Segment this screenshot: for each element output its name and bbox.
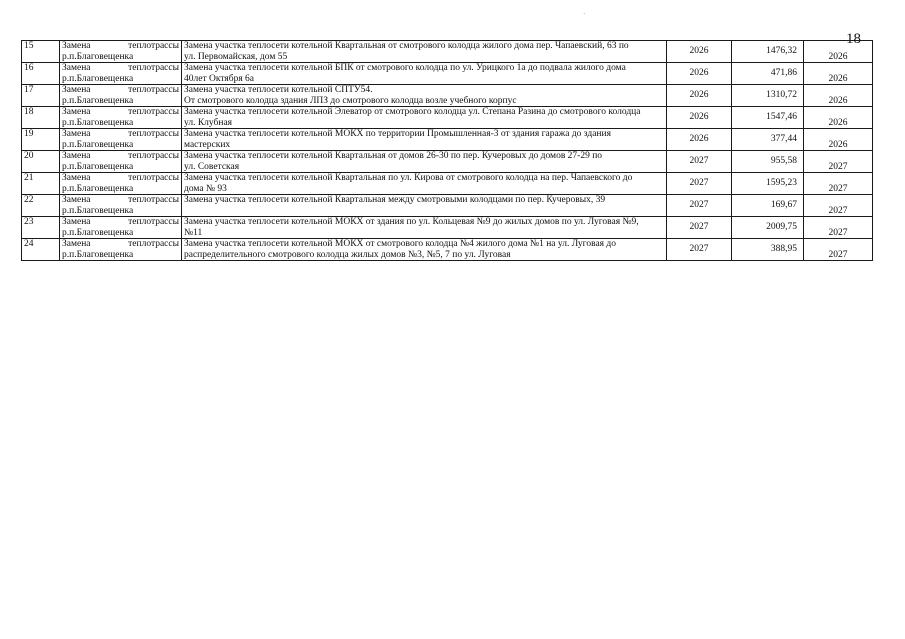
work-name-place: р.п.Благовещенка xyxy=(62,183,134,194)
table-row xyxy=(22,85,873,107)
row-number: 15 xyxy=(24,41,34,51)
end-year: 2026 xyxy=(828,51,848,62)
work-name-word2: теплотрассы xyxy=(128,173,179,183)
start-year: 2027 xyxy=(689,222,709,233)
amount-cell xyxy=(732,173,804,195)
row-number-cell xyxy=(22,217,60,239)
start-year-cell xyxy=(667,85,732,107)
work-name-place: р.п.Благовещенка xyxy=(62,249,134,260)
end-year-cell xyxy=(804,151,873,173)
work-name-word1: Замена xyxy=(62,41,91,51)
description-line2: От смотрового колодца здания ЛПЗ до смотрового колодца возле учебного корпус xyxy=(184,95,517,106)
end-year: 2027 xyxy=(828,249,848,260)
row-number: 22 xyxy=(24,195,34,205)
table-row xyxy=(22,41,873,63)
work-name-word2: теплотрассы xyxy=(128,41,179,51)
end-year-cell xyxy=(804,41,873,63)
work-name-line xyxy=(62,107,179,118)
description-cell xyxy=(182,129,667,151)
description-line1: Замена участка теплосети котельной СПТУ54. xyxy=(184,85,373,95)
row-number-cell xyxy=(22,195,60,217)
work-name-word1: Замена xyxy=(62,85,91,95)
amount-cell xyxy=(732,107,804,129)
scan-speck: · xyxy=(583,10,586,18)
end-year: 2027 xyxy=(828,161,848,172)
start-year: 2026 xyxy=(689,134,709,145)
description-cell xyxy=(182,173,667,195)
description-line1: Замена участка теплосети котельной МОКХ от смотрового колодца №4 жилого дома №1 на ул. Луговая до xyxy=(184,239,616,249)
work-name-line xyxy=(62,85,179,96)
work-name-cell xyxy=(60,173,182,195)
end-year: 2026 xyxy=(828,139,848,150)
end-year: 2027 xyxy=(828,205,848,216)
row-number: 21 xyxy=(24,173,34,183)
start-year: 2026 xyxy=(689,112,709,123)
start-year: 2027 xyxy=(689,178,709,189)
row-number: 19 xyxy=(24,129,34,139)
row-number-cell xyxy=(22,151,60,173)
work-name-word2: теплотрассы xyxy=(128,85,179,95)
end-year: 2026 xyxy=(828,95,848,106)
work-name-line xyxy=(62,63,179,74)
description-cell xyxy=(182,195,667,217)
row-number-cell xyxy=(22,63,60,85)
work-name-word1: Замена xyxy=(62,195,91,205)
table-row xyxy=(22,195,873,217)
work-name-word2: теплотрассы xyxy=(128,217,179,227)
work-name-line xyxy=(62,129,179,140)
work-name-word2: теплотрассы xyxy=(128,107,179,117)
work-name-line xyxy=(62,239,179,250)
work-name-place: р.п.Благовещенка xyxy=(62,117,134,128)
work-name-line xyxy=(62,41,179,52)
work-name-word1: Замена xyxy=(62,107,91,117)
work-name-cell xyxy=(60,151,182,173)
end-year: 2027 xyxy=(828,183,848,194)
row-number-cell xyxy=(22,85,60,107)
row-number-cell xyxy=(22,41,60,63)
end-year-cell xyxy=(804,107,873,129)
end-year-cell xyxy=(804,217,873,239)
description-line2: №11 xyxy=(184,227,203,238)
work-name-word1: Замена xyxy=(62,239,91,249)
amount: 169,67 xyxy=(770,200,797,211)
work-name-place: р.п.Благовещенка xyxy=(62,139,134,150)
row-number-cell xyxy=(22,173,60,195)
description-line1: Замена участка теплосети котельной Квартальная от смотрового колодца жилого дома пер. Чапаевский, 63 по xyxy=(184,41,629,51)
amount-cell xyxy=(732,85,804,107)
amount-cell xyxy=(732,195,804,217)
work-name-word1: Замена xyxy=(62,217,91,227)
amount: 2009,75 xyxy=(766,222,797,233)
row-number: 24 xyxy=(24,239,34,249)
end-year-cell xyxy=(804,195,873,217)
description-cell xyxy=(182,239,667,261)
start-year-cell xyxy=(667,63,732,85)
amount: 1547,46 xyxy=(766,112,797,123)
works-table-body xyxy=(22,41,873,261)
start-year-cell xyxy=(667,129,732,151)
description-line1: Замена участка теплосети котельной БПК от смотрового колодца по ул. Урицкого 1а до подвала жилого дома xyxy=(184,63,626,73)
table-row xyxy=(22,107,873,129)
description-line2: ул. Клубная xyxy=(184,117,233,128)
description-line2: ул. Первомайская, дом 55 xyxy=(184,51,288,62)
amount: 471,86 xyxy=(770,68,797,79)
description-line1: Замена участка теплосети котельной Квартальная по ул. Кирова от смотрового колодца на пер. Чапаевского до xyxy=(184,173,633,183)
description-line2: мастерских xyxy=(184,139,231,150)
work-name-word1: Замена xyxy=(62,63,91,73)
description-line2: дома № 93 xyxy=(184,183,227,194)
table-row xyxy=(22,173,873,195)
work-name-cell xyxy=(60,41,182,63)
description-line1: Замена участка теплосети котельной Квартальная между смотровыми колодцами по пер. Кучеровых, 39 xyxy=(184,195,606,205)
description-cell xyxy=(182,85,667,107)
start-year-cell xyxy=(667,173,732,195)
table-row xyxy=(22,129,873,151)
description-cell xyxy=(182,107,667,129)
end-year-cell xyxy=(804,85,873,107)
start-year: 2026 xyxy=(689,68,709,79)
row-number-cell xyxy=(22,239,60,261)
end-year-cell xyxy=(804,239,873,261)
table-row xyxy=(22,239,873,261)
work-name-word2: теплотрассы xyxy=(128,239,179,249)
work-name-cell xyxy=(60,85,182,107)
description-line2: распределительного смотрового колодца жилых домов №3, №5, 7 по ул. Луговая xyxy=(184,249,511,260)
work-name-word1: Замена xyxy=(62,151,91,161)
amount: 1595,23 xyxy=(766,178,797,189)
page-number: 18 xyxy=(846,31,861,47)
table-row xyxy=(22,63,873,85)
amount-cell xyxy=(732,217,804,239)
work-name-place: р.п.Благовещенка xyxy=(62,161,134,172)
description-cell xyxy=(182,217,667,239)
amount-cell xyxy=(732,239,804,261)
work-name-line xyxy=(62,173,179,184)
amount-cell xyxy=(732,129,804,151)
row-number-cell xyxy=(22,107,60,129)
start-year: 2027 xyxy=(689,200,709,211)
start-year-cell xyxy=(667,41,732,63)
work-name-word2: теплотрассы xyxy=(128,195,179,205)
start-year-cell xyxy=(667,107,732,129)
row-number: 16 xyxy=(24,63,34,73)
amount: 388,95 xyxy=(770,244,797,255)
amount: 1310,72 xyxy=(766,90,797,101)
end-year-cell xyxy=(804,173,873,195)
work-name-word2: теплотрассы xyxy=(128,63,179,73)
work-name-place: р.п.Благовещенка xyxy=(62,95,134,106)
work-name-cell xyxy=(60,107,182,129)
work-name-place: р.п.Благовещенка xyxy=(62,227,134,238)
description-line2: 40лет Октября 6а xyxy=(184,73,255,84)
work-name-cell xyxy=(60,63,182,85)
start-year: 2027 xyxy=(689,244,709,255)
start-year: 2026 xyxy=(689,90,709,101)
start-year-cell xyxy=(667,239,732,261)
end-year-cell xyxy=(804,129,873,151)
work-name-line xyxy=(62,217,179,228)
work-name-place: р.п.Благовещенка xyxy=(62,51,134,62)
description-line1: Замена участка теплосети котельной Элеватор от смотрового колодца ул. Степана Разина до смотрового колодца xyxy=(184,107,641,117)
description-line1: Замена участка теплосети котельной МОКХ по территории Промышленная-3 от здания гаража до здания xyxy=(184,129,611,139)
row-number: 20 xyxy=(24,151,34,161)
work-name-word2: теплотрассы xyxy=(128,151,179,161)
amount-cell xyxy=(732,63,804,85)
end-year: 2026 xyxy=(828,73,848,84)
amount-cell xyxy=(732,41,804,63)
work-name-place: р.п.Благовещенка xyxy=(62,73,134,84)
start-year: 2027 xyxy=(689,156,709,167)
work-name-cell xyxy=(60,129,182,151)
start-year-cell xyxy=(667,151,732,173)
work-name-line xyxy=(62,151,179,162)
description-line1: Замена участка теплосети котельной Квартальная от домов 26-30 по пер. Кучеровых до домов 27-29 по xyxy=(184,151,603,161)
works-table xyxy=(21,40,873,261)
table-row xyxy=(22,217,873,239)
end-year: 2027 xyxy=(828,227,848,238)
description-line2: ул. Советская xyxy=(184,161,240,172)
amount: 955,58 xyxy=(770,156,797,167)
end-year-cell xyxy=(804,63,873,85)
description-cell xyxy=(182,63,667,85)
work-name-place: р.п.Благовещенка xyxy=(62,205,134,216)
work-name-line xyxy=(62,195,179,206)
work-name-word1: Замена xyxy=(62,129,91,139)
table-row xyxy=(22,151,873,173)
start-year-cell xyxy=(667,217,732,239)
start-year-cell xyxy=(667,195,732,217)
amount: 377,44 xyxy=(770,134,797,145)
description-line1: Замена участка теплосети котельной МОКХ от здания по ул. Кольцевая №9 до жилых домов по ул. Луговая №9, xyxy=(184,217,639,227)
row-number: 17 xyxy=(24,85,34,95)
description-cell xyxy=(182,151,667,173)
work-name-cell xyxy=(60,195,182,217)
row-number-cell xyxy=(22,129,60,151)
row-number: 18 xyxy=(24,107,34,117)
amount: 1476,32 xyxy=(766,46,797,57)
end-year: 2026 xyxy=(828,117,848,128)
work-name-word1: Замена xyxy=(62,173,91,183)
description-cell xyxy=(182,41,667,63)
work-name-word2: теплотрассы xyxy=(128,129,179,139)
start-year: 2026 xyxy=(689,46,709,57)
row-number: 23 xyxy=(24,217,34,227)
work-name-cell xyxy=(60,239,182,261)
amount-cell xyxy=(732,151,804,173)
work-name-cell xyxy=(60,217,182,239)
